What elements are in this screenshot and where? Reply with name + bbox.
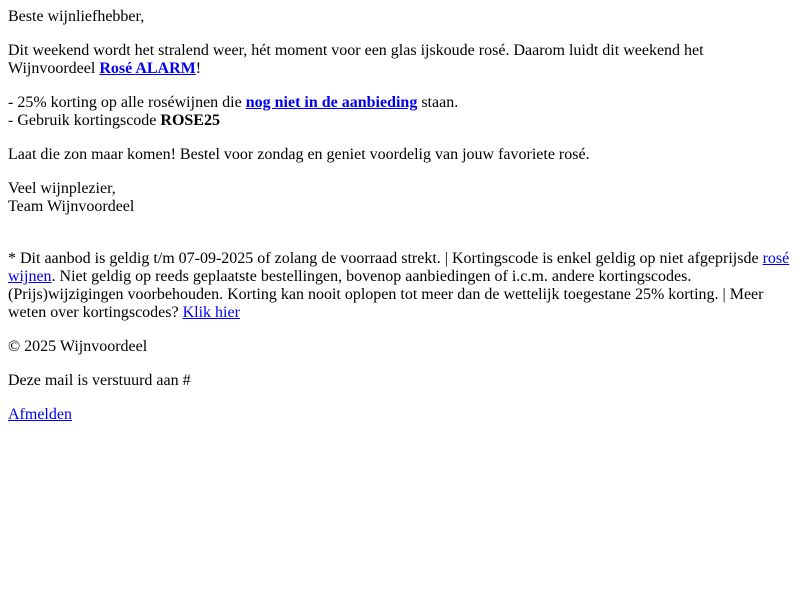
discount-info-link[interactable]: Klik hier [182, 304, 240, 321]
call-to-action: Laat die zon maar komen! Bestel voor zondag en geniet voordelig van jouw favoriete rosé. [8, 146, 590, 163]
sent-to-notice: Deze mail is verstuurd aan # [8, 372, 191, 389]
rose-wines-link[interactable]: rosé wijnen [8, 250, 790, 285]
offer-line2-text: - Gebruik kortingscode [8, 112, 161, 129]
greeting: Beste wijnliefhebber, [8, 8, 145, 25]
copyright: © 2025 Wijnvoordeel [8, 338, 148, 355]
signoff-line1: Veel wijnplezier, [8, 180, 116, 197]
disclaimer-text-middle: . Niet geldig op reeds geplaatste bestellingen, bovenop aanbiedingen of i.c.m. andere kortingscodes. (Prijs)wijzigingen voorbehouden. Korting kan nooit oplopen tot meer dan de wettelijk toegestane 25% korting. | Meer weten over kortingscodes? [8, 268, 764, 321]
intro-exclamation: ! [195, 60, 202, 77]
signoff-team: Team Wijnvoordeel [8, 198, 135, 215]
unsubscribe-link[interactable]: Afmelden [8, 406, 72, 423]
offer-line1-suffix: staan. [417, 94, 459, 111]
disclaimer [8, 250, 792, 322]
rose-alarm-link[interactable]: Rosé ALARM [99, 60, 196, 77]
spacer [8, 232, 792, 250]
not-on-sale-link[interactable]: nog niet in de aanbieding [245, 94, 418, 111]
offer-line1-text: - 25% korting op alle roséwijnen die [8, 94, 246, 111]
discount-code: ROSE25 [160, 112, 220, 129]
unsubscribe-paragraph [8, 406, 792, 424]
intro-paragraph [8, 42, 792, 78]
disclaimer-text: * Dit aanbod is geldig t/m 07-09-2025 of zolang de voorraad strekt. | Kortingscode is enkel geldig op niet afgeprijsde [8, 250, 763, 267]
offer-paragraph [8, 94, 792, 130]
signoff [8, 180, 792, 216]
intro-text: Dit weekend wordt het stralend weer, hét moment voor een glas ijskoude rosé. Daarom luidt dit weekend het Wijnvoordeel [8, 42, 704, 77]
